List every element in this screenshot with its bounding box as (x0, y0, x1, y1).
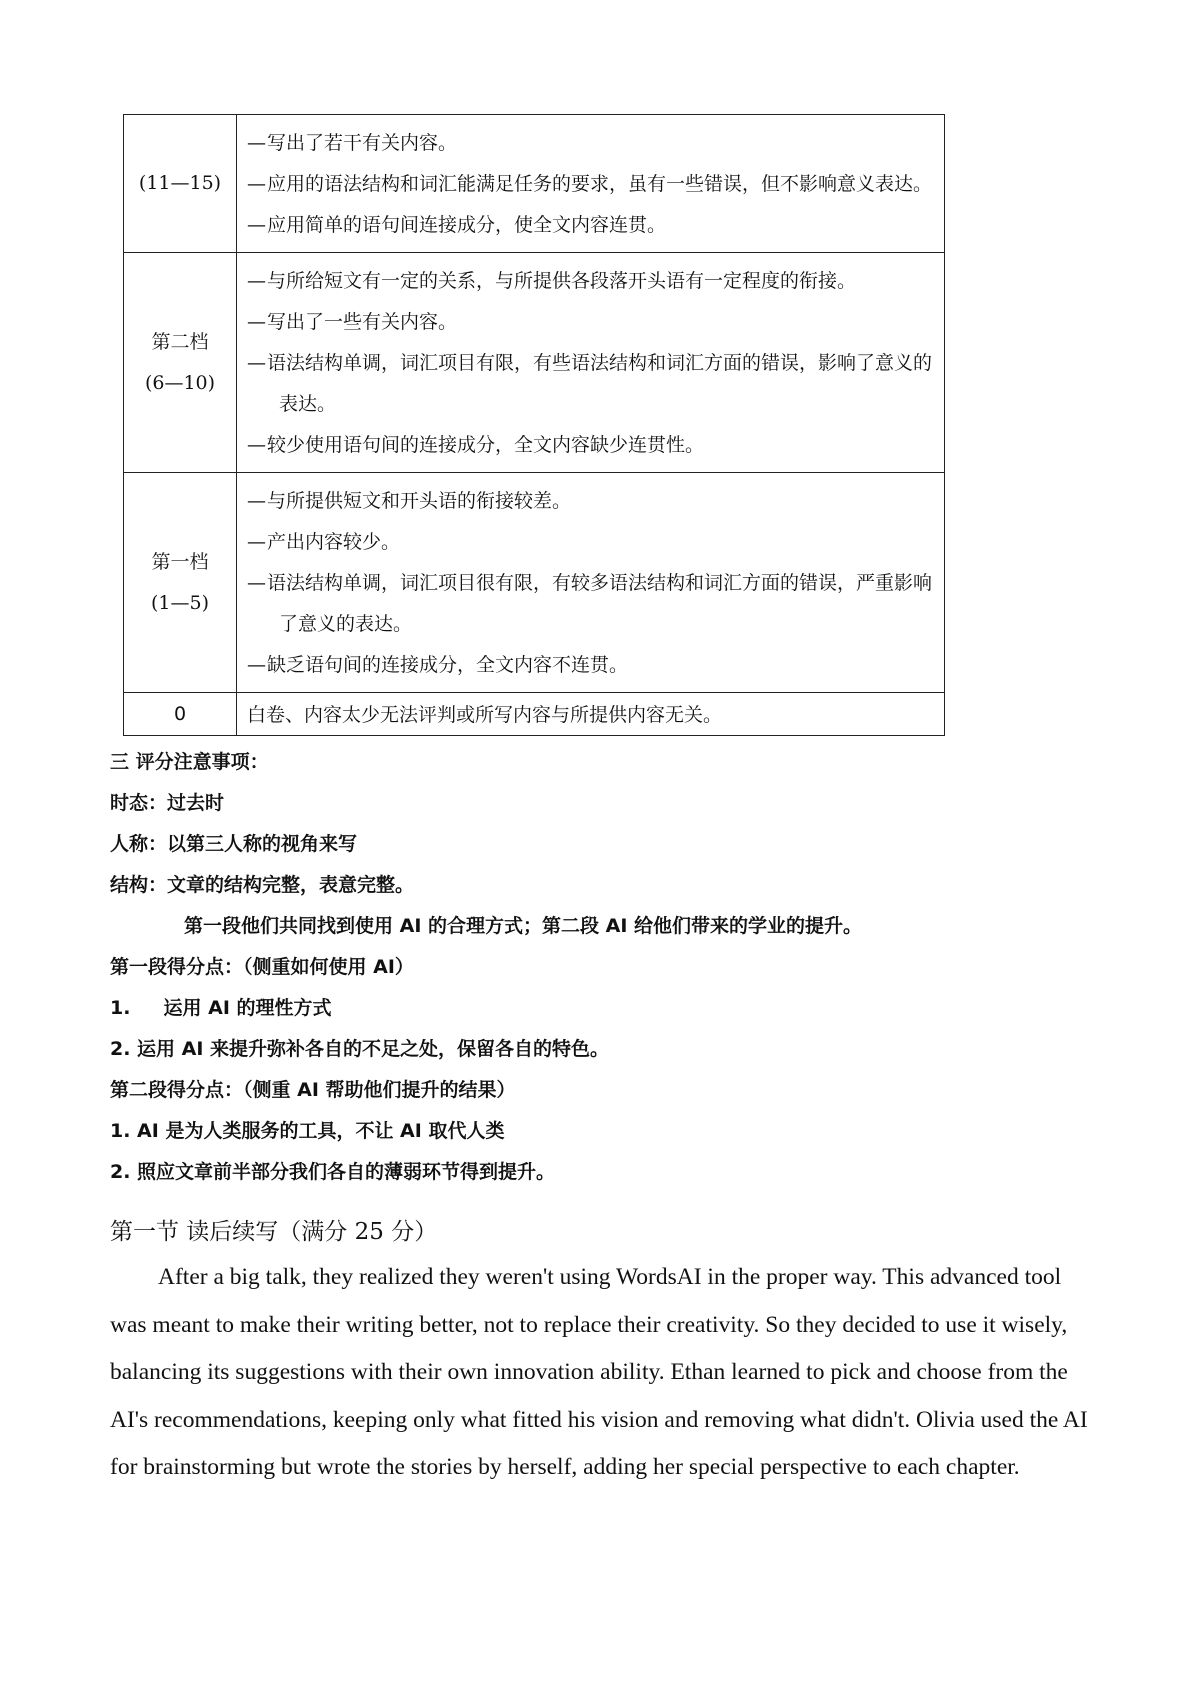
criteria-cell (237, 473, 945, 693)
note-person: 人称：以第三人称的视角来写 (110, 833, 358, 855)
note-tense: 时态：过去时 (110, 792, 225, 814)
criteria-cell (237, 253, 945, 473)
notes-heading: 三 评分注意事项： (110, 751, 269, 773)
para2-point: 2. 照应文章前半部分我们各自的薄弱环节得到提升。 (110, 1161, 556, 1183)
criterion: —语法结构单调，词汇项目有限，有些语法结构和词汇方面的错误，影响了意义的表达。 (247, 352, 933, 415)
criterion: —与所给短文有一定的关系，与所提供各段落开头语有一定程度的衔接。 (247, 270, 857, 292)
band-range: 0 (173, 702, 187, 725)
criterion: —与所提供短文和开头语的衔接较差。 (247, 490, 572, 512)
band-range: (6—10) (144, 371, 216, 394)
criterion: —写出了若干有关内容。 (247, 132, 458, 154)
band-name: 第一档 (151, 550, 209, 573)
criterion: —应用简单的语句间连接成分，使全文内容连贯。 (247, 214, 667, 236)
para1-point: 1. 运用 AI 的理性方式 (110, 997, 332, 1019)
para1-point: 2. 运用 AI 来提升弥补各自的不足之处，保留各自的特色。 (110, 1038, 610, 1060)
band-cell (124, 253, 237, 473)
rubric-row (124, 253, 945, 473)
para2-point: 1. AI 是为人类服务的工具，不让 AI 取代人类 (110, 1120, 505, 1142)
criterion: —产出内容较少。 (247, 531, 401, 553)
criterion: —应用的语法结构和词汇能满足任务的要求，虽有一些错误，但不影响意义表达。 (247, 173, 933, 195)
note-structure: 结构：文章的结构完整，表意完整。 (110, 874, 415, 896)
criteria-cell (237, 693, 945, 736)
band-cell (124, 693, 237, 736)
criterion: —较少使用语句间的连接成分，全文内容缺少连贯性。 (247, 434, 705, 456)
band-cell (124, 115, 237, 253)
para2-heading: 第二段得分点：（侧重 AI 帮助他们提升的结果） (110, 1079, 516, 1101)
essay-paragraph: After a big talk, they realized they weren't using WordsAI in the proper way. This advanced tool was meant to make their writing better, not to replace their creativity. So they decided to use it wisely, balancing its suggestions with their own innovation ability. Ethan learned to pick and choose from the AI's recommendations, keeping only what fitted his vision and removing what didn't. Olivia used the AI for brainstorming but wrote the stories by herself, adding her special perspective to each chapter. (110, 1264, 1088, 1480)
band-range: (1—5) (150, 591, 209, 614)
scoring-notes (110, 742, 1110, 1193)
rubric-row (124, 115, 945, 253)
band-range: (11—15) (138, 172, 222, 194)
criteria-cell (237, 115, 945, 253)
para1-heading: 第一段得分点：（侧重如何使用 AI） (110, 956, 414, 978)
criterion: —缺乏语句间的连接成分，全文内容不连贯。 (247, 654, 629, 676)
rubric-table (123, 114, 945, 736)
band-cell (124, 473, 237, 693)
rubric-row (124, 693, 945, 736)
criterion: 白卷、内容太少无法评判或所写内容与所提供内容无关。 (247, 704, 723, 726)
note-structure-detail: 第一段他们共同找到使用 AI 的合理方式；第二段 AI 给他们带来的学业的提升。 (184, 915, 863, 937)
band-name: 第二档 (151, 330, 209, 353)
criterion: —语法结构单调，词汇项目很有限，有较多语法结构和词汇方面的错误，严重影响了意义的表达。 (247, 572, 933, 635)
criterion: —写出了一些有关内容。 (247, 311, 458, 333)
rubric-row (124, 473, 945, 693)
section-title: 第一节 读后续写（满分 25 分） (110, 1219, 438, 1245)
